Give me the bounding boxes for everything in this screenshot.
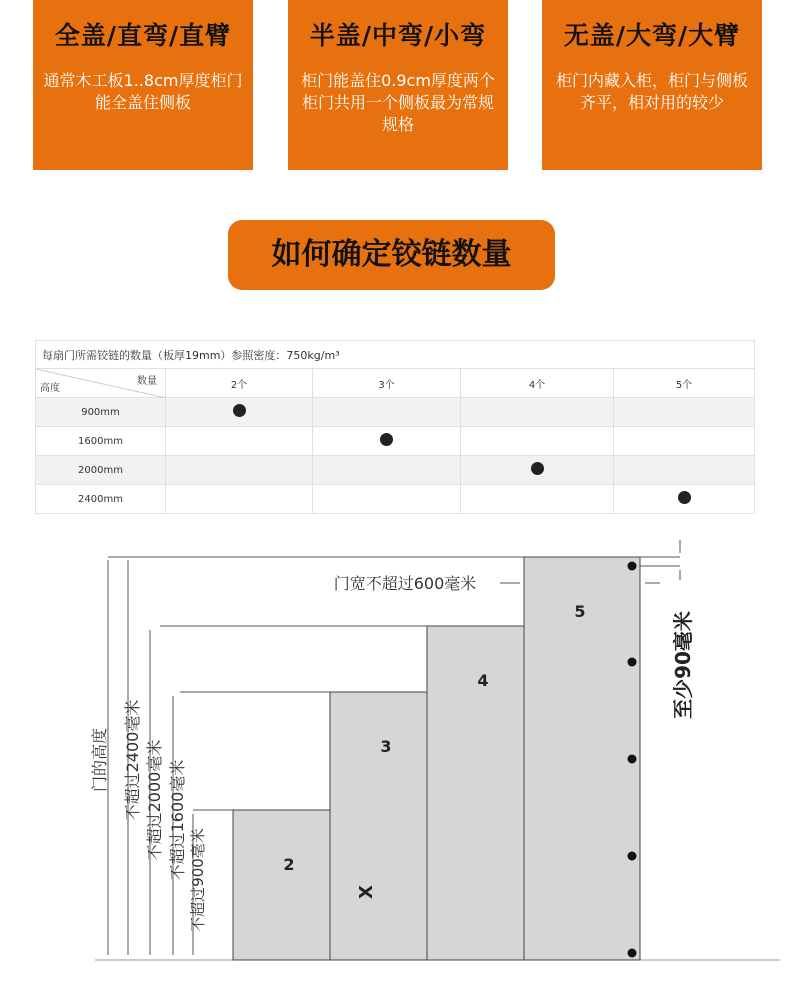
section-title: 如何确定铰链数量 [228, 220, 555, 290]
max-2000-label: 不超过2000毫米 [145, 739, 164, 861]
hinge-dot [628, 852, 637, 861]
row-height: 1600mm [36, 427, 166, 456]
cell [166, 456, 313, 485]
door-number: 2 [283, 855, 295, 874]
x-distance-label: X [356, 885, 377, 899]
card-inset [542, 0, 762, 170]
col-header: 4个 [461, 369, 614, 398]
cell [166, 398, 313, 427]
hinge-diagram [0, 530, 790, 991]
max-2400-label: 不超过2400毫米 [123, 699, 142, 821]
row-height: 2400mm [36, 485, 166, 514]
hinge-dot [628, 658, 637, 667]
card-desc: 柜门能盖住0.9cm厚度两个柜门共用一个侧板最为常规规格 [301, 71, 495, 134]
card-full-overlay [33, 0, 253, 170]
selected-dot [678, 491, 691, 504]
hinge-count-table [35, 340, 755, 514]
cell [614, 427, 755, 456]
card-title: 半盖/中弯/小弯 [309, 21, 487, 50]
cell [313, 456, 461, 485]
cell [461, 456, 614, 485]
cell [166, 427, 313, 456]
door-height-label: 门的高度 [90, 727, 109, 793]
card-desc: 柜门内藏入柜，柜门与侧板齐平，相对用的较少 [555, 71, 748, 112]
door-number: 4 [477, 671, 489, 690]
cell [614, 485, 755, 514]
cell [461, 398, 614, 427]
cell [614, 398, 755, 427]
card-title: 无盖/大弯/大臂 [563, 21, 741, 50]
table-row [36, 485, 755, 514]
min-90-label: 至少90毫米 [671, 611, 695, 719]
cell [614, 456, 755, 485]
table-row [36, 427, 755, 456]
door-number: 3 [380, 737, 392, 756]
hinge-dot [628, 949, 637, 958]
card-half-overlay [288, 0, 508, 170]
cell [313, 427, 461, 456]
cell [461, 427, 614, 456]
table-caption: 每扇门所需铰链的数量（板厚19mm）参照密度：750kg/m³ [36, 341, 755, 369]
selected-dot [380, 433, 393, 446]
selected-dot [233, 404, 246, 417]
cell [313, 398, 461, 427]
table-row [36, 398, 755, 427]
card-desc: 通常木工板1..8cm厚度柜门能全盖住侧板 [43, 71, 243, 112]
hinge-dot [628, 755, 637, 764]
corner-top: 数量 [137, 376, 157, 387]
card-title: 全盖/直弯/直臂 [54, 21, 232, 50]
row-height: 2000mm [36, 456, 166, 485]
row-height: 900mm [36, 398, 166, 427]
cell [166, 485, 313, 514]
table-row [36, 456, 755, 485]
selected-dot [531, 462, 544, 475]
door-number: 5 [574, 602, 586, 621]
col-header: 2个 [166, 369, 313, 398]
width-label: 门宽不超过600毫米 [333, 574, 477, 593]
col-header: 5个 [614, 369, 755, 398]
corner-cell [36, 369, 166, 398]
max-1600-label: 不超过1600毫米 [168, 759, 187, 881]
max-900-label: 不超过900毫米 [189, 828, 207, 932]
cell [313, 485, 461, 514]
cell [461, 485, 614, 514]
col-header: 3个 [313, 369, 461, 398]
hinge-dot [628, 562, 637, 571]
door-panel [524, 557, 640, 960]
corner-bottom: 高度 [40, 383, 60, 394]
